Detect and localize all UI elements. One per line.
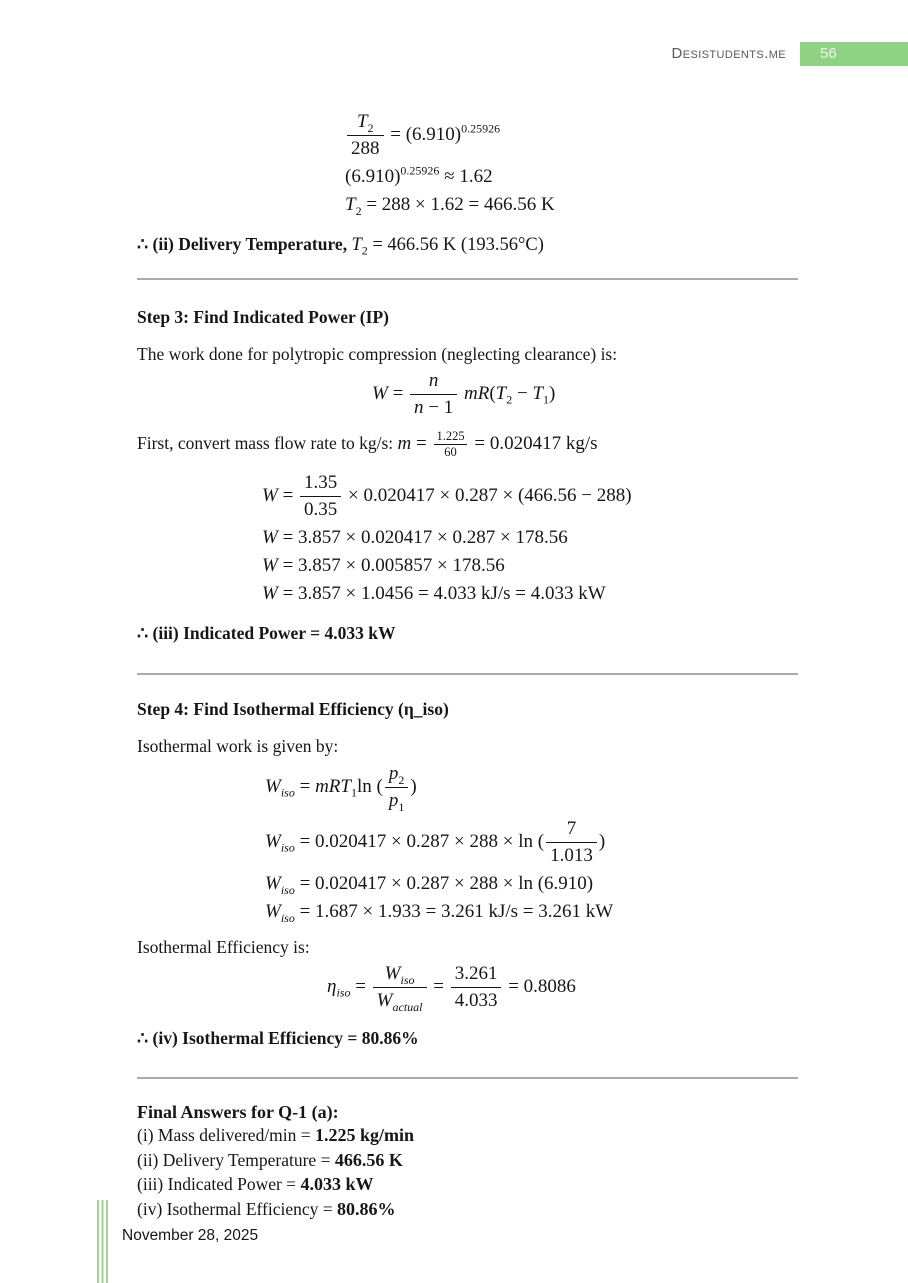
- math-subscript: 1: [398, 799, 405, 814]
- math-text: = 0.020417 × 0.287 × 288 × ln (6.910): [294, 873, 594, 894]
- math-text: =: [411, 432, 432, 454]
- answer-label: (iv) Isothermal Efficiency =: [137, 1198, 338, 1219]
- efficiency-equation: [327, 962, 798, 1013]
- fraction: [300, 471, 341, 522]
- math-text: −: [512, 382, 533, 404]
- math-var: T: [345, 194, 356, 215]
- math-var: W: [265, 830, 281, 852]
- answer-value: 80.86%: [337, 1198, 396, 1219]
- temperature-equation-block: [345, 110, 798, 217]
- math-text: =: [392, 382, 404, 404]
- conclusion-isothermal-efficiency: ∴ (iv) Isothermal Efficiency = 80.86%: [137, 1028, 419, 1048]
- section-divider: [137, 673, 798, 675]
- math-text: [351, 235, 544, 258]
- fraction-denominator: [385, 788, 409, 813]
- equation-line: [262, 582, 798, 606]
- math-text: − 1: [423, 397, 454, 418]
- fraction-numerator: [347, 110, 384, 136]
- math-text: = (6.910): [390, 123, 462, 145]
- fraction-numerator: 3.261: [451, 962, 502, 988]
- paragraph-text: First, convert mass flow rate to kg/s:: [137, 432, 398, 453]
- math-subscript: 1: [350, 785, 357, 800]
- math-text: =: [355, 975, 366, 997]
- isothermal-work-equations: [265, 762, 798, 924]
- math-text: ): [598, 830, 606, 852]
- efficiency-label: Isothermal Efficiency is:: [137, 937, 310, 957]
- math-var: W: [262, 583, 278, 604]
- site-name: Desistudents.me: [671, 45, 786, 62]
- document-body: [137, 100, 798, 1221]
- final-answers-heading: Final Answers for Q-1 (a):: [137, 1102, 339, 1122]
- math-text: × 0.020417 × 0.287 × (466.56 − 288): [348, 484, 632, 506]
- fraction-denominator: 4.033: [454, 990, 498, 1011]
- fraction-numerator: [373, 962, 427, 988]
- fraction: [373, 962, 427, 1013]
- step4-heading: Step 4: Find Isothermal Efficiency (η_iso): [137, 699, 449, 719]
- fraction-denominator: [373, 988, 427, 1013]
- math-var: W: [262, 484, 278, 506]
- math-text: = 0.8086: [508, 975, 576, 997]
- answer-label: (ii) Delivery Temperature =: [137, 1149, 335, 1170]
- math-subscript: iso: [280, 910, 295, 925]
- fraction-denominator: [410, 395, 457, 420]
- math-text: ): [410, 775, 417, 797]
- fraction: [347, 110, 384, 161]
- fraction: [410, 369, 457, 420]
- math-text: (6.910): [345, 166, 401, 187]
- fraction-numerator: 1.225: [436, 429, 465, 443]
- math-text: = 466.56 K (193.56°C): [367, 235, 544, 255]
- math-subscript: 2: [361, 243, 368, 258]
- indicated-power-equations: [262, 471, 798, 606]
- math-subscript: 2: [367, 120, 374, 135]
- math-text: ): [549, 382, 556, 404]
- math-text: = 288 × 1.62 = 466.56 K: [361, 194, 555, 215]
- math-text: ln (: [356, 775, 383, 797]
- math-subscript: iso: [280, 882, 295, 897]
- math-var: m: [397, 432, 412, 454]
- math-var: T: [356, 111, 368, 132]
- equation-line: [265, 762, 798, 813]
- math-var: W: [376, 990, 393, 1011]
- math-subscript: 2: [355, 203, 362, 218]
- math-var: p: [388, 763, 399, 784]
- fraction-numerator: [410, 369, 457, 395]
- equation-line: [265, 872, 798, 896]
- fraction-numerator: [385, 762, 409, 788]
- math-subscript: iso: [280, 785, 295, 800]
- math-var: mR: [464, 382, 490, 404]
- final-answer-item: [137, 1197, 798, 1222]
- math-text: =: [433, 975, 444, 997]
- fraction: [451, 962, 502, 1013]
- equation-line: [345, 110, 798, 161]
- math-var: η: [327, 975, 337, 997]
- footer-date: November 28, 2025: [122, 1227, 259, 1244]
- math-var: T: [495, 382, 507, 404]
- math-text: = 0.020417 kg/s: [469, 432, 598, 454]
- math-text: = 3.857 × 0.020417 × 0.287 × 178.56: [277, 527, 568, 548]
- conclusion-label: ∴ (ii) Delivery Temperature,: [137, 234, 352, 254]
- math-var: W: [262, 527, 278, 548]
- work-formula: [372, 369, 798, 420]
- page-number-badge: 56: [800, 42, 908, 66]
- answer-value: 4.033 kW: [300, 1174, 374, 1194]
- math-var: T: [532, 382, 544, 404]
- math-subscript: 2: [398, 772, 405, 787]
- answer-label: (i) Mass delivered/min =: [137, 1125, 316, 1145]
- math-text: =: [294, 775, 316, 797]
- fraction-denominator: 60: [444, 445, 457, 459]
- math-superscript: 0.25926: [400, 163, 440, 178]
- math-var: T: [351, 235, 362, 255]
- answer-value: 466.56 K: [334, 1149, 403, 1170]
- section-divider: [137, 1077, 798, 1079]
- final-answer-item: [137, 1172, 798, 1197]
- equation-line: [262, 526, 798, 550]
- equation-line: [262, 471, 798, 522]
- equation-line: [345, 165, 798, 189]
- fraction: [385, 762, 409, 813]
- fraction-denominator: 288: [351, 138, 380, 159]
- math-text: = 3.857 × 0.005857 × 178.56: [277, 555, 505, 576]
- math-var: W: [265, 775, 281, 797]
- section-divider: [137, 278, 798, 280]
- step4-intro: Isothermal work is given by:: [137, 736, 339, 756]
- equation-line: [345, 193, 798, 217]
- math-subscript: iso: [400, 972, 415, 987]
- math-text: [397, 429, 598, 459]
- math-var: n: [428, 370, 439, 391]
- math-text: = 1.687 × 1.933 = 3.261 kJ/s = 3.261 kW: [294, 901, 614, 922]
- math-var: n: [414, 397, 424, 418]
- fraction-numerator: 1.35: [300, 471, 341, 497]
- fraction-numerator: 7: [546, 817, 597, 843]
- math-text: ≈ 1.62: [439, 166, 493, 187]
- math-text: = 3.857 × 1.0456 = 4.033 kJ/s = 4.033 kW: [277, 583, 606, 604]
- math-subscript: iso: [280, 840, 295, 855]
- fraction-denominator: 1.013: [550, 845, 593, 866]
- math-var: W: [265, 901, 281, 922]
- final-answer-item: [137, 1123, 798, 1148]
- step3-intro: The work done for polytropic compression (neglecting clearance) is:: [137, 344, 618, 364]
- math-subscript: iso: [336, 985, 351, 1000]
- step3-heading: Step 3: Find Indicated Power (IP): [137, 307, 389, 327]
- fraction-denominator: 0.35: [304, 499, 338, 520]
- math-superscript: 0.25926: [461, 121, 501, 136]
- mass-flow-line: [137, 430, 798, 459]
- equation-line: [265, 817, 798, 868]
- math-var: W: [384, 963, 401, 984]
- math-subscript: 1: [543, 392, 550, 407]
- answer-value: 1.225 kg/min: [315, 1125, 415, 1145]
- answer-label: (iii) Indicated Power =: [137, 1174, 301, 1194]
- math-subscript: 2: [506, 392, 513, 407]
- math-text: =: [282, 484, 294, 506]
- footer-green-bars-decoration: [97, 1200, 108, 1283]
- conclusion-delivery-temperature: [137, 233, 798, 256]
- math-var: W: [265, 873, 281, 894]
- final-answer-item: [137, 1148, 798, 1173]
- conclusion-indicated-power: ∴ (iii) Indicated Power = 4.033 kW: [137, 623, 396, 643]
- math-var: p: [388, 790, 399, 811]
- equation-line: [265, 900, 798, 924]
- math-var: mRT: [315, 775, 351, 797]
- math-var: W: [262, 555, 278, 576]
- equation-line: [262, 554, 798, 578]
- fraction: [546, 817, 597, 868]
- math-subscript: actual: [392, 999, 423, 1014]
- math-var: W: [372, 382, 388, 404]
- fraction: [434, 430, 466, 459]
- math-text: (: [489, 382, 496, 404]
- math-text: = 0.020417 × 0.287 × 288 × ln (: [294, 830, 545, 852]
